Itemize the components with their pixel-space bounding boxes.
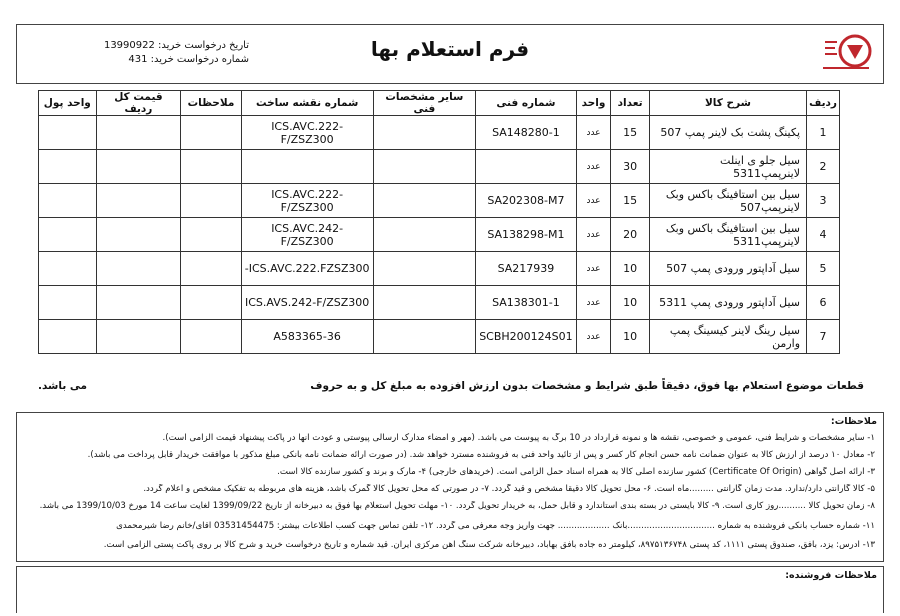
request-date: تاریخ درخواست خرید: 13990922 [103, 40, 249, 51]
item-quantity: 15 [611, 184, 650, 218]
item-unit: عدد [576, 320, 611, 354]
row-number: 5 [807, 252, 840, 286]
item-tech-number: SA217939 [476, 252, 576, 286]
item-unit: عدد [576, 184, 611, 218]
table-row [39, 320, 840, 354]
item-unit: عدد [576, 218, 611, 252]
col-notes: ملاحظات [181, 91, 242, 116]
item-description: سیل بین استافینگ باکس وبک لاینرپمپ507 [649, 184, 806, 218]
row-number: 7 [807, 320, 840, 354]
row-number: 2 [807, 150, 840, 184]
item-tech-number [476, 150, 576, 184]
item-tech-number: SCBH200124S01 [476, 320, 576, 354]
item-tech-number: SA202308-M7 [476, 184, 576, 218]
item-description: سیل بین استافینگ باکس وبک لاینرپمپ5311 [649, 218, 806, 252]
item-other-specs[interactable] [373, 116, 476, 150]
table-row [39, 184, 840, 218]
seller-notes-section[interactable] [16, 566, 884, 613]
notes-section [16, 412, 884, 562]
col-row: ردیف [807, 91, 840, 116]
col-tech-number: شماره فنی [476, 91, 576, 116]
item-total-price[interactable] [96, 184, 181, 218]
col-drawing-number: شماره نقشه ساخت [241, 91, 373, 116]
note-line: ۲- معادل ۱۰ درصد از ارزش کالا به عنوان ضمانت نامه حسن انجام کار کسر و پس از تائید واحد فنی به فروشنده مسترد خواهد شد. (در صورت ارائه ضمانت نامه بانکی مبلغ مذکور با موافقت خریدار قابل پرداخت می باشد). [87, 450, 875, 460]
item-currency[interactable] [39, 150, 97, 184]
item-description: سیل آداپتور ورودی پمپ 5311 [649, 286, 806, 320]
col-total-price: قیمت کل ردیف [96, 91, 181, 116]
table-row [39, 286, 840, 320]
row-number: 1 [807, 116, 840, 150]
item-drawing-number [241, 150, 373, 184]
item-tech-number: SA138298-M1 [476, 218, 576, 252]
item-currency[interactable] [39, 218, 97, 252]
note-line: ۳- ارائه اصل گواهی (Certificate Of Origin) کشور سازنده اصلی کالا به همراه اسناد حمل الزامی است. (خریدهای خارجی) ۴- مارک و برند و کشور سازنده کالا است. [277, 467, 875, 477]
item-notes[interactable] [181, 320, 242, 354]
item-currency[interactable] [39, 116, 97, 150]
item-notes[interactable] [181, 218, 242, 252]
note-line: ۱- سایر مشخصات و شرایط فنی، عمومی و خصوصی، نقشه ها و نمونه قرارداد در 10 برگ به پیوست می باشد. (مهر و امضاء مدارک ارسالی پیوستی و عودت آنها در پاکت پیشنهاد قیمت الزامی است). [162, 433, 875, 443]
seller-notes-title: ملاحظات فروشنده: [785, 570, 877, 581]
col-description: شرح کالا [649, 91, 806, 116]
item-quantity: 15 [611, 116, 650, 150]
request-number: شماره درخواست خرید: 431 [128, 54, 249, 65]
item-drawing-number: ICS.AVC.242-F/ZSZ300 [241, 218, 373, 252]
item-other-specs[interactable] [373, 320, 476, 354]
note-line: ۱۱- شماره حساب بانکی فروشنده به شماره ................................بانک ................... جهت واریز وجه معرفی می گردد. ۱۲- تلفن تماس جهت کسب اطلاعات بیشتر: 03531454475 آقای/خانم رضا شیرمحمدی [116, 521, 875, 531]
col-quantity: تعداد [611, 91, 650, 116]
item-drawing-number: ICS.AVC.222.FZSZ300- [241, 252, 373, 286]
item-drawing-number: A583365-36 [241, 320, 373, 354]
item-unit: عدد [576, 116, 611, 150]
row-number: 6 [807, 286, 840, 320]
row-number: 3 [807, 184, 840, 218]
item-description: پکینگ پشت بک لاینر پمپ 507 [649, 116, 806, 150]
item-other-specs[interactable] [373, 150, 476, 184]
item-description: سیل جلو ی اینلت لاینرپمپ5311 [649, 150, 806, 184]
note-line: ۱۳- آدرس: یزد، بافق، صندوق پستی ۱۱۱۱، کد پستی ۸۹۷۵۱۳۶۷۴۸، کیلومتر ده جاده بافق بهاباد، دبیرخانه شرکت سنگ آهن مرکزی ایران. قید شماره و تاریخ درخواست خرید و شرح کالا بر روی پاکت پستی الزامی است. [103, 540, 875, 550]
item-quantity: 10 [611, 286, 650, 320]
item-currency[interactable] [39, 252, 97, 286]
page-title: فرم استعلام بها [370, 37, 530, 61]
table-row [39, 150, 840, 184]
notes-title: ملاحظات: [830, 416, 877, 427]
item-notes[interactable] [181, 252, 242, 286]
item-notes[interactable] [181, 286, 242, 320]
item-quantity: 30 [611, 150, 650, 184]
item-currency[interactable] [39, 320, 97, 354]
item-drawing-number: ICS.AVC.222-F/ZSZ300 [241, 184, 373, 218]
item-drawing-number: ICS.AVS.242-F/ZSZ300 [241, 286, 373, 320]
col-unit: واحد [576, 91, 611, 116]
table-row [39, 218, 840, 252]
item-notes[interactable] [181, 116, 242, 150]
table-row [39, 252, 840, 286]
item-total-price[interactable] [96, 252, 181, 286]
item-description: سیل رینگ لاینر کیسینگ پمپ وارمن [649, 320, 806, 354]
item-other-specs[interactable] [373, 184, 476, 218]
item-unit: عدد [576, 252, 611, 286]
item-total-price[interactable] [96, 218, 181, 252]
item-drawing-number: ICS.AVC.222-F/ZSZ300 [241, 116, 373, 150]
inquiry-form [16, 24, 884, 616]
item-other-specs[interactable] [373, 286, 476, 320]
statement-end: می باشد. [38, 380, 88, 392]
total-amount-statement [38, 380, 864, 392]
col-other-specs: سایر مشخصات فنی [373, 91, 476, 116]
table-row [39, 116, 840, 150]
row-number: 4 [807, 218, 840, 252]
item-quantity: 20 [611, 218, 650, 252]
items-table [38, 90, 840, 354]
form-header [16, 24, 884, 84]
item-total-price[interactable] [96, 320, 181, 354]
company-logo-icon [819, 31, 873, 75]
item-quantity: 10 [611, 252, 650, 286]
item-quantity: 10 [611, 320, 650, 354]
item-notes[interactable] [181, 150, 242, 184]
item-description: سیل آداپتور ورودی پمپ 507 [649, 252, 806, 286]
item-tech-number: SA138301-1 [476, 286, 576, 320]
item-tech-number: SA148280-1 [476, 116, 576, 150]
item-total-price[interactable] [96, 150, 181, 184]
item-other-specs[interactable] [373, 252, 476, 286]
statement-text: قطعات موضوع استعلام بها فوق، دقیقاً طبق شرایط و مشخصات بدون ارزش افزوده به مبلغ کل و به حروف [310, 380, 864, 392]
item-other-specs[interactable] [373, 218, 476, 252]
item-notes[interactable] [181, 184, 242, 218]
col-currency: واحد پول [39, 91, 97, 116]
item-total-price[interactable] [96, 286, 181, 320]
table-header-row [39, 91, 840, 116]
note-line: ۵- کالا گارانتی دارد/ندارد. مدت زمان گارانتی .........ماه است. ۶- محل تحویل کالا دقیقاً مشخص و قید گردد. ۷- در صورتی که محل تحویل کالا گمرک باشد، هزینه های مربوطه به تفکیک مشخص و اعلام گردد. [143, 484, 875, 494]
item-unit: عدد [576, 286, 611, 320]
item-total-price[interactable] [96, 116, 181, 150]
item-unit: عدد [576, 150, 611, 184]
note-line: ۸- زمان تحویل کالا ..........روز کاری است. ۹- کالا بایستی در بسته بندی استاندارد و قابل حمل، به خریدار تحویل گردد. ۱۰- مهلت تحویل استعلام بها فوق به دبیرخانه از تاریخ 1399/09/22 لغایت ساعت 14 مورخ 1399/10/03 می باشد. [39, 501, 875, 511]
item-currency[interactable] [39, 286, 97, 320]
item-currency[interactable] [39, 184, 97, 218]
